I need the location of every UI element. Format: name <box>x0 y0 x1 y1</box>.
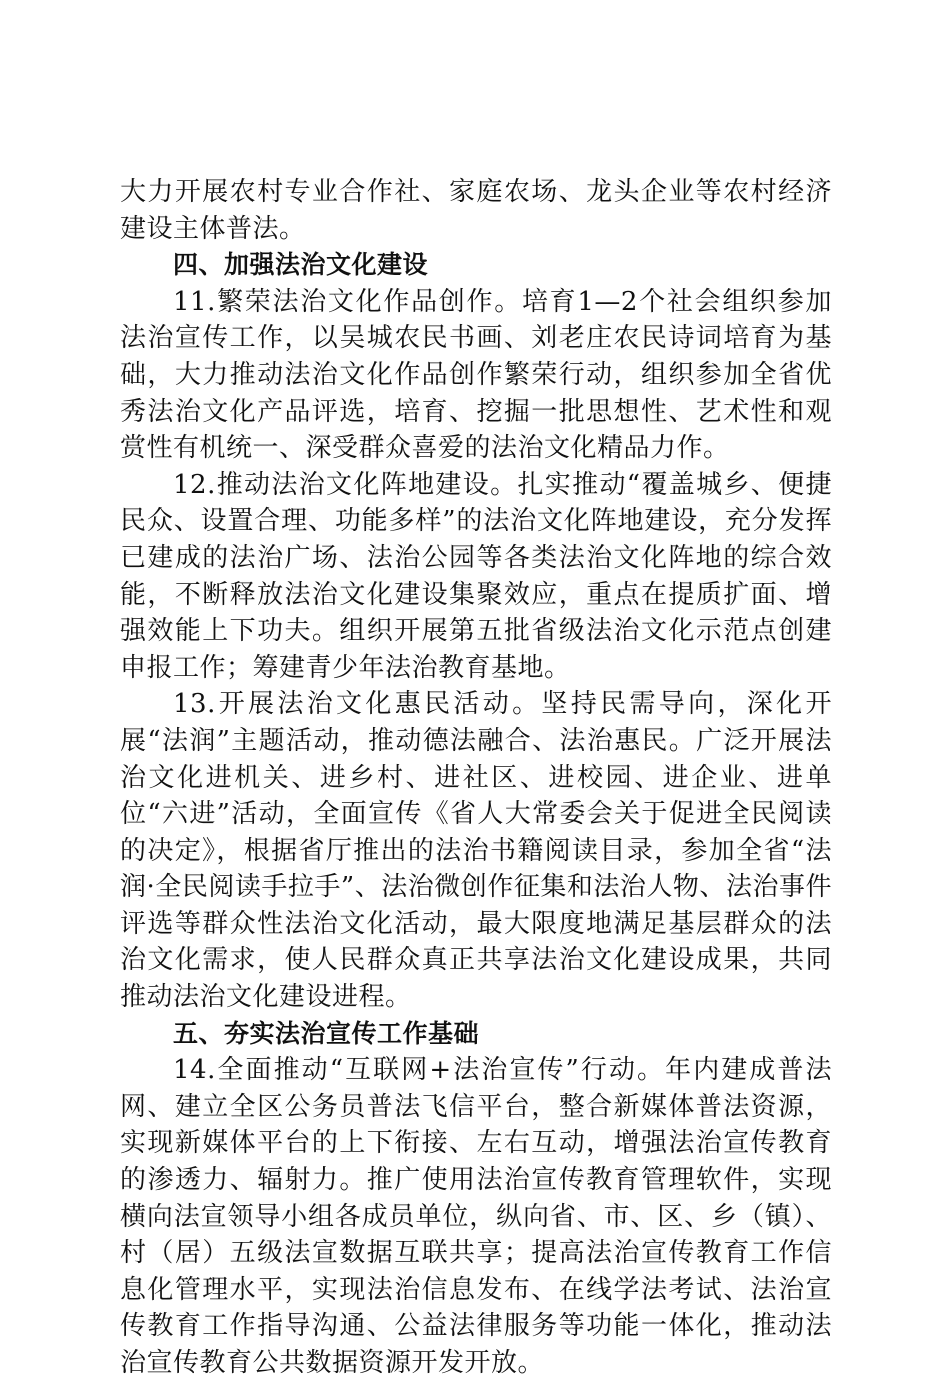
paragraph-item-12: 12.推动法治文化阵地建设。扎实推动“覆盖城乡、便捷民众、设置合理、功能多样”的法治文化阵地建设，充分发挥已建成的法治广场、法治公园等各类法治文化阵地的综合效能，不断释放法治文化建设集聚效应，重点在提质扩面、增强效能上下功夫。组织开展第五批省级法治文化示范点创建申报工作；筹建青少年法治教育基地。 <box>120 469 832 683</box>
paragraph-item-14: 14.全面推动“互联网+法治宣传”行动。年内建成普法网、建立全区公务员普法飞信平台，整合新媒体普法资源，实现新媒体平台的上下衔接、左右互动，增强法治宣传教育的渗透力、辐射力。推广使用法治宣传教育管理软件，实现横向法宣领导小组各成员单位，纵向省、市、区、乡（镇）、村（居）五级法宣数据互联共享；提高法治宣传教育工作信息化管理水平，实现法治信息发布、在线学法考试、法治宣传教育工作指导沟通、公益法律服务等功能一体化，推动法治宣传教育公共数据资源开发开放。 <box>120 1055 832 1378</box>
section-heading-4: 四、加强法治文化建设 <box>173 250 429 280</box>
paragraph-item-13: 13.开展法治文化惠民活动。坚持民需导向，深化开展“法润”主题活动，推动德法融合、法治惠民。广泛开展法治文化进机关、进乡村、进社区、进校园、进企业、进单位“六进”活动，全面宣传《省人大常委会关于促进全民阅读的决定》，根据省厅推出的法治书籍阅读目录，参加全省“法润·全民阅读手拉手”、法治微创作征集和法治人物、法治事件评选等群众性法治文化活动，最大限度地满足基层群众的法治文化需求，使人民群众真正共享法治文化建设成果，共同推动法治文化建设进程。 <box>120 689 832 1013</box>
paragraph-continuation: 大力开展农村专业合作社、家庭农场、龙头企业等农村经济建设主体普法。 <box>120 177 832 244</box>
section-heading-5: 五、夯实法治宣传工作基础 <box>173 1018 480 1048</box>
document-body <box>120 174 832 1382</box>
paragraph-item-11: 11.繁荣法治文化作品创作。培育1—2个社会组织参加法治宣传工作，以吴城农民书画、刘老庄农民诗词培育为基础，大力推动法治文化作品创作繁荣行动，组织参加全省优秀法治文化产品评选，培育、挖掘一批思想性、艺术性和观赏性有机统一、深受群众喜爱的法治文化精品力作。 <box>120 286 832 464</box>
